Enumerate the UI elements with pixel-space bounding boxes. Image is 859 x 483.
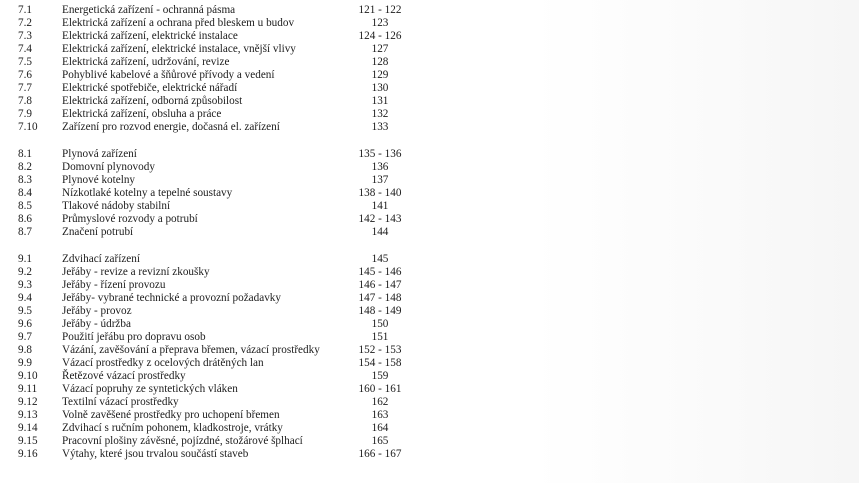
toc-entry-pages: 121 - 122 xyxy=(358,4,402,16)
toc-entry-pages: 137 xyxy=(371,174,389,186)
toc-entry xyxy=(12,82,572,95)
toc-entry xyxy=(12,253,572,266)
toc-entry-pages: 154 - 158 xyxy=(358,357,402,369)
toc-entry-number: 7.8 xyxy=(18,95,32,107)
toc-entry-number: 9.4 xyxy=(18,292,32,304)
toc-entry xyxy=(12,266,572,279)
toc-entry-pages: 152 - 153 xyxy=(358,344,402,356)
toc-entry xyxy=(12,200,572,213)
toc-entry-pages: 124 - 126 xyxy=(358,30,402,42)
toc-entry-number: 7.6 xyxy=(18,69,32,81)
toc-entry-number: 8.3 xyxy=(18,174,32,186)
toc-entry-title: Jeřáby - řízení provozu xyxy=(62,279,166,291)
toc-entry-number: 9.15 xyxy=(18,435,38,447)
toc-entry xyxy=(12,95,572,108)
toc-entry xyxy=(12,17,572,30)
toc-entry-pages: 127 xyxy=(371,43,389,55)
toc-entry-number: 7.1 xyxy=(18,4,32,16)
toc-entry-title: Výtahy, které jsou trvalou součástí staveb xyxy=(62,448,249,460)
toc-entry xyxy=(12,435,572,448)
toc-entry-number: 8.7 xyxy=(18,226,32,238)
toc-entry-number: 8.2 xyxy=(18,161,32,173)
toc-entry xyxy=(12,305,572,318)
toc-entry-title: Volně zavěšené prostředky pro uchopení břemen xyxy=(62,409,280,421)
toc-entry-pages: 141 xyxy=(371,200,389,212)
toc-entry-number: 9.12 xyxy=(18,396,38,408)
toc-entry-title: Jeřáby - provoz xyxy=(62,305,132,317)
toc-entry-number: 9.2 xyxy=(18,266,32,278)
toc-entry-pages: 129 xyxy=(371,69,389,81)
toc-entry-title: Pohyblivé kabelové a šňůrové přívody a vedení xyxy=(62,69,275,81)
toc-entry xyxy=(12,161,572,174)
toc-entry-pages: 164 xyxy=(371,422,389,434)
toc-entry xyxy=(12,187,572,200)
toc-entry-title: Vázací prostředky z ocelových drátěných lan xyxy=(62,357,264,369)
toc-entry-title: Elektrická zařízení, elektrické instalace, vnější vlivy xyxy=(62,43,296,55)
toc-entry-pages: 138 - 140 xyxy=(358,187,402,199)
toc-entry-number: 9.8 xyxy=(18,344,32,356)
toc-entry-pages: 128 xyxy=(371,56,389,68)
toc-section xyxy=(12,4,572,134)
toc-entry-number: 9.14 xyxy=(18,422,38,434)
toc-entry-number: 9.9 xyxy=(18,357,32,369)
toc-entry-title: Elektrická zařízení, odborná způsobilost xyxy=(62,95,243,107)
toc-entry-title: Zdvihací zařízení xyxy=(62,253,140,265)
toc-entry xyxy=(12,148,572,161)
toc-entry-number: 7.10 xyxy=(18,121,38,133)
toc-entry-title: Elektrická zařízení, udržování, revize xyxy=(62,56,230,68)
toc-entry-number: 8.6 xyxy=(18,213,32,225)
table-of-contents xyxy=(12,4,572,461)
toc-entry-pages: 130 xyxy=(371,82,389,94)
toc-entry xyxy=(12,344,572,357)
toc-entry-number: 9.13 xyxy=(18,409,38,421)
toc-entry xyxy=(12,383,572,396)
toc-entry xyxy=(12,318,572,331)
toc-entry-title: Značení potrubí xyxy=(62,226,134,238)
toc-entry-number: 7.7 xyxy=(18,82,32,94)
toc-section xyxy=(12,148,572,239)
toc-entry-title: Domovní plynovody xyxy=(62,161,155,173)
toc-entry-pages: 131 xyxy=(371,95,389,107)
toc-entry-pages: 132 xyxy=(371,108,389,120)
toc-entry-title: Jeřáby - údržba xyxy=(62,318,131,330)
toc-entry-pages: 144 xyxy=(371,226,389,238)
toc-entry-title: Jeřáby - revize a revizní zkoušky xyxy=(62,266,210,278)
toc-entry-number: 7.3 xyxy=(18,30,32,42)
toc-entry-pages: 123 xyxy=(371,17,389,29)
toc-entry-number: 7.2 xyxy=(18,17,32,29)
toc-entry xyxy=(12,4,572,17)
toc-entry-title: Elektrické spotřebiče, elektrické nářadí xyxy=(62,82,238,94)
toc-entry-pages: 145 - 146 xyxy=(358,266,402,278)
toc-entry xyxy=(12,357,572,370)
toc-entry-number: 7.9 xyxy=(18,108,32,120)
toc-entry xyxy=(12,448,572,461)
toc-entry-number: 9.7 xyxy=(18,331,32,343)
toc-entry-pages: 133 xyxy=(371,121,389,133)
toc-entry-number: 9.11 xyxy=(18,383,38,395)
toc-entry-title: Textilní vázací prostředky xyxy=(62,396,179,408)
toc-entry xyxy=(12,292,572,305)
toc-entry-number: 7.4 xyxy=(18,43,32,55)
toc-entry xyxy=(12,121,572,134)
toc-entry-title: Zdvihací s ručním pohonem, kladkostroje, vrátky xyxy=(62,422,283,434)
toc-entry-title: Energetická zařízení - ochranná pásma xyxy=(62,4,236,16)
toc-entry-title: Jeřáby- vybrané technické a provozní požadavky xyxy=(62,292,281,304)
toc-entry xyxy=(12,279,572,292)
toc-entry-pages: 165 xyxy=(371,435,389,447)
toc-entry xyxy=(12,213,572,226)
toc-entry xyxy=(12,30,572,43)
toc-entry-title: Průmyslové rozvody a potrubí xyxy=(62,213,198,225)
toc-entry-title: Plynové kotelny xyxy=(62,174,136,186)
toc-entry-pages: 146 - 147 xyxy=(358,279,402,291)
toc-entry-pages: 160 - 161 xyxy=(358,383,402,395)
toc-entry-number: 8.1 xyxy=(18,148,32,160)
toc-entry xyxy=(12,396,572,409)
toc-entry-title: Elektrická zařízení a ochrana před bleskem u budov xyxy=(62,17,295,29)
toc-entry-title: Elektrická zařízení, obsluha a práce xyxy=(62,108,222,120)
toc-entry-title: Tlakové nádoby stabilní xyxy=(62,200,171,212)
toc-entry-pages: 150 xyxy=(371,318,389,330)
toc-section xyxy=(12,253,572,461)
toc-entry-title: Řetězové vázací prostředky xyxy=(62,370,186,382)
toc-entry xyxy=(12,226,572,239)
toc-entry-pages: 159 xyxy=(371,370,389,382)
toc-entry-pages: 147 - 148 xyxy=(358,292,402,304)
toc-entry-number: 9.10 xyxy=(18,370,38,382)
toc-entry-pages: 148 - 149 xyxy=(358,305,402,317)
toc-entry-title: Nízkotlaké kotelny a tepelné soustavy xyxy=(62,187,233,199)
toc-entry xyxy=(12,43,572,56)
toc-entry-pages: 136 xyxy=(371,161,389,173)
toc-entry xyxy=(12,108,572,121)
toc-entry-pages: 135 - 136 xyxy=(358,148,402,160)
toc-entry-title: Vázací popruhy ze syntetických vláken xyxy=(62,383,238,395)
toc-entry xyxy=(12,409,572,422)
toc-entry-pages: 151 xyxy=(371,331,389,343)
toc-entry-number: 9.1 xyxy=(18,253,32,265)
toc-entry-pages: 163 xyxy=(371,409,389,421)
toc-entry-title: Elektrická zařízení, elektrické instalace xyxy=(62,30,238,42)
toc-entry xyxy=(12,370,572,383)
toc-entry xyxy=(12,174,572,187)
toc-entry-number: 9.6 xyxy=(18,318,32,330)
toc-entry xyxy=(12,69,572,82)
toc-entry-number: 8.4 xyxy=(18,187,32,199)
toc-entry xyxy=(12,56,572,69)
toc-entry-pages: 142 - 143 xyxy=(358,213,402,225)
toc-entry-number: 7.5 xyxy=(18,56,32,68)
toc-entry-title: Plynová zařízení xyxy=(62,148,137,160)
toc-entry-number: 9.16 xyxy=(18,448,38,460)
toc-entry xyxy=(12,331,572,344)
toc-entry-title: Zařízení pro rozvod energie, dočasná el. zařízení xyxy=(62,121,280,133)
toc-entry-pages: 166 - 167 xyxy=(358,448,402,460)
toc-entry-number: 9.3 xyxy=(18,279,32,291)
toc-entry-title: Pracovní plošiny závěsné, pojízdné, stožárové šplhací xyxy=(62,435,303,447)
toc-entry-pages: 145 xyxy=(371,253,389,265)
toc-entry-title: Vázání, zavěšování a přeprava břemen, vázací prostředky xyxy=(62,344,320,356)
toc-entry xyxy=(12,422,572,435)
toc-entry-number: 9.5 xyxy=(18,305,32,317)
toc-entry-pages: 162 xyxy=(371,396,389,408)
toc-entry-title: Použití jeřábu pro dopravu osob xyxy=(62,331,206,343)
toc-entry-number: 8.5 xyxy=(18,200,32,212)
